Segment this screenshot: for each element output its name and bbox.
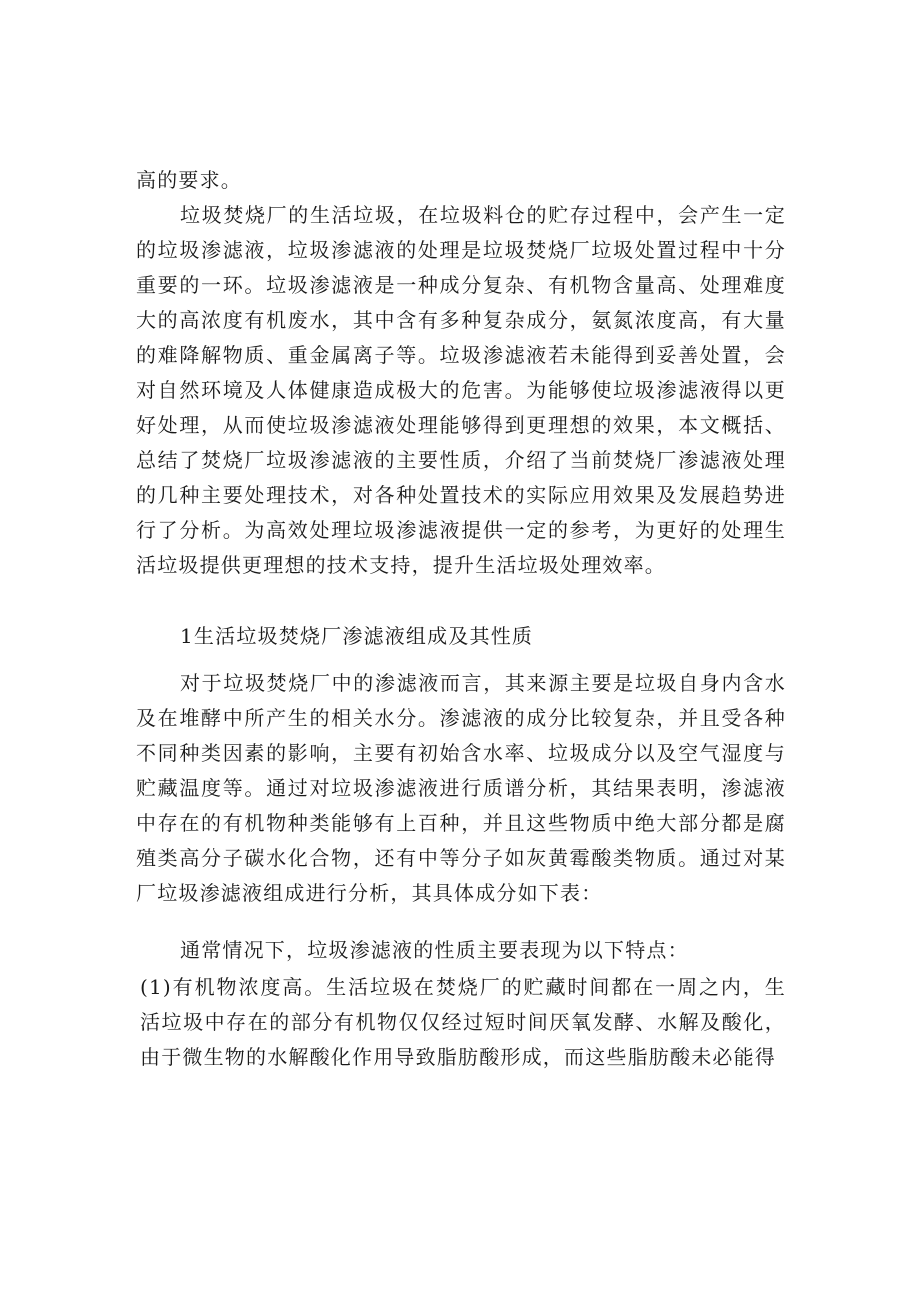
paragraph-properties-intro: 通常情况下，垃圾渗滤液的性质主要表现为以下特点： bbox=[180, 938, 689, 962]
paragraph-property-1: (1)有机物浓度高。生活垃圾在焚烧厂的贮藏时间都在一周之内，生活垃圾中存在的部分有机物仅仅经过短时间厌氧发酵、水解及酸化，由于微生物的水解酸化作用导致脂肪酸形成，而这些脂肪酸未必能得 bbox=[140, 975, 786, 1069]
paragraph-continued: 高的要求。 bbox=[136, 168, 242, 192]
paragraph-intro: 垃圾焚烧厂的生活垃圾，在垃圾料仓的贮存过程中，会产生一定的垃圾渗滤液，垃圾渗滤液的处理是垃圾焚烧厂垃圾处置过程中十分重要的一环。垃圾渗滤液是一种成分复杂、有机物含量高、处理难度大的高浓度有机废水，其中含有多种复杂成分，氨氮浓度高，有大量的难降解物质、重金属离子等。垃圾渗滤液若未能得到妥善处置，会对自然环境及人体健康造成极大的危害。为能够使垃圾渗滤液得以更好处理，从而使垃圾渗滤液处理能够得到更理想的效果，本文概括、总结了焚烧厂垃圾渗滤液的主要性质，介绍了当前焚烧厂渗滤液处理的几种主要处理技术，对各种处置技术的实际应用效果及发展趋势进行了分析。为高效处理垃圾渗滤液提供一定的参考，为更好的处理生活垃圾提供更理想的技术支持，提升生活垃圾处理效率。 bbox=[136, 203, 786, 577]
paragraph-composition: 对于垃圾焚烧厂中的渗滤液而言，其来源主要是垃圾自身内含水及在堆酵中所产生的相关水分。渗滤液的成分比较复杂，并且受各种不同种类因素的影响，主要有初始含水率、垃圾成分以及空气湿度与贮藏温度等。通过对垃圾渗滤液进行质谱分析，其结果表明，渗滤液中存在的有机物种类能够有上百种，并且这些物质中绝大部分都是腐殖类高分子碳水化合物，还有中等分子如灰黄霉酸类物质。通过对某厂垃圾渗滤液组成进行分析，其具体成分如下表： bbox=[136, 671, 786, 905]
section-heading: 1生活垃圾焚烧厂渗滤液组成及其性质 bbox=[180, 624, 534, 648]
